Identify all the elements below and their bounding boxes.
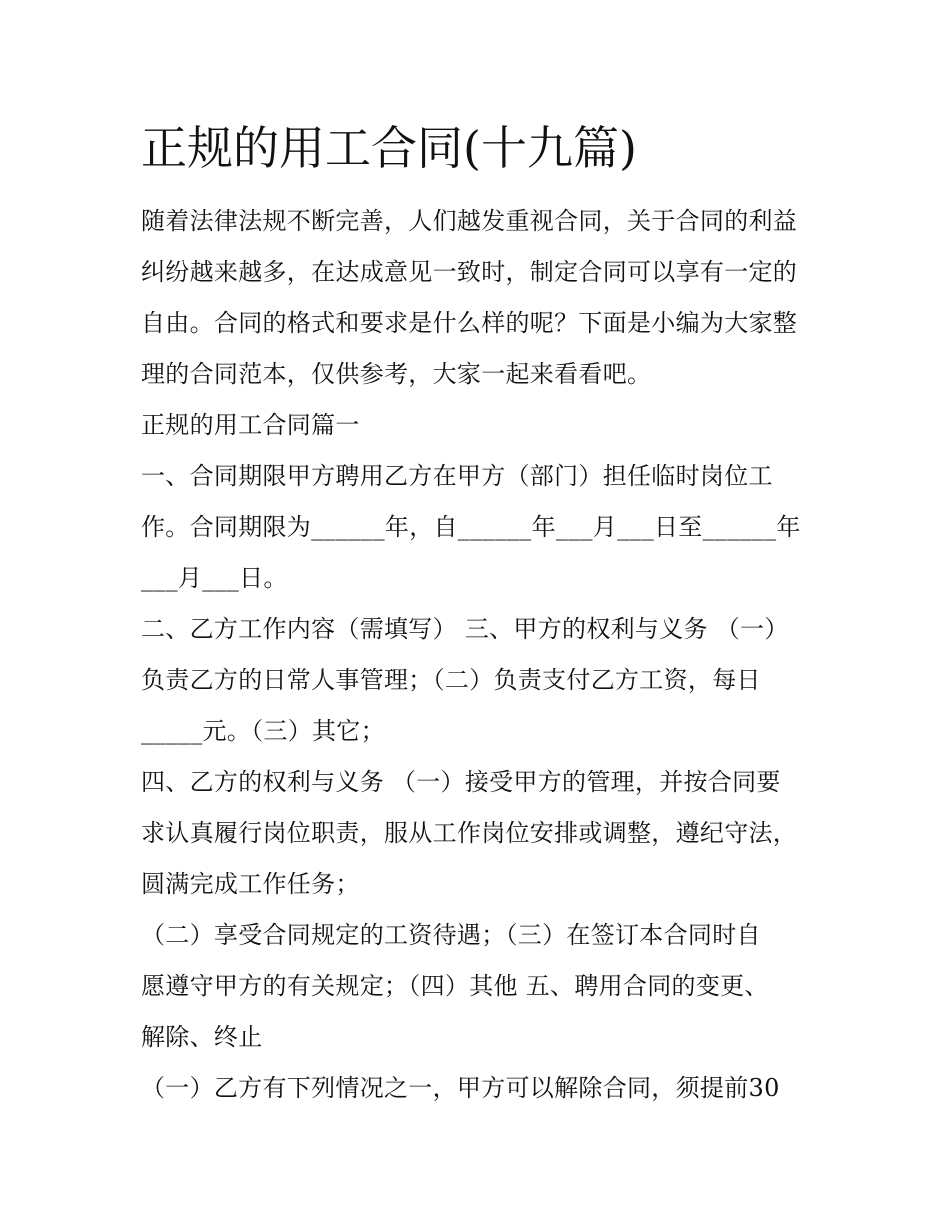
paragraph-line: 愿遵守甲方的有关规定；（四）其他 五、聘用合同的变更、	[141, 972, 769, 1000]
paragraph-line: ___月___日。	[141, 564, 288, 592]
section-heading: 正规的用工合同篇一	[141, 411, 360, 439]
document-title: 正规的用工合同(十九篇)	[141, 121, 637, 175]
paragraph-line: 作。合同期限为______年，自______年___月___日至______年	[141, 513, 801, 541]
paragraph-line: 解除、终止	[141, 1023, 263, 1051]
paragraph-line: 一、合同期限甲方聘用乙方在甲方（部门）担任临时岗位工	[141, 462, 773, 490]
paragraph-line: （二）享受合同规定的工资待遇；（三）在签订本合同时自	[141, 921, 761, 949]
paragraph-line: 负责乙方的日常人事管理；（二）负责支付乙方工资，每日	[141, 666, 761, 694]
paragraph-line: 求认真履行岗位职责，服从工作岗位安排或调整，遵纪守法，	[141, 819, 798, 847]
paragraph-line: 自由。合同的格式和要求是什么样的呢？下面是小编为大家整	[141, 309, 798, 337]
paragraph-line: 四、乙方的权利与义务 （一）接受甲方的管理，并按合同要	[141, 768, 781, 796]
paragraph-line: _____元。（三）其它；	[141, 717, 385, 745]
paragraph-line: 理的合同范本，仅供参考，大家一起来看看吧。	[141, 360, 652, 388]
paragraph-line: 二、乙方工作内容（需填写） 三、甲方的权利与义务 （一）	[141, 615, 789, 643]
document-body	[141, 196, 821, 1114]
paragraph-line: 圆满完成工作任务；	[141, 870, 360, 898]
paragraph-line: 随着法律法规不断完善，人们越发重视合同，关于合同的利益	[141, 207, 798, 235]
paragraph-line: 纠纷越来越多，在达成意见一致时，制定合同可以享有一定的	[141, 258, 798, 286]
paragraph-line: （一）乙方有下列情况之一，甲方可以解除合同，须提前30	[141, 1074, 780, 1102]
